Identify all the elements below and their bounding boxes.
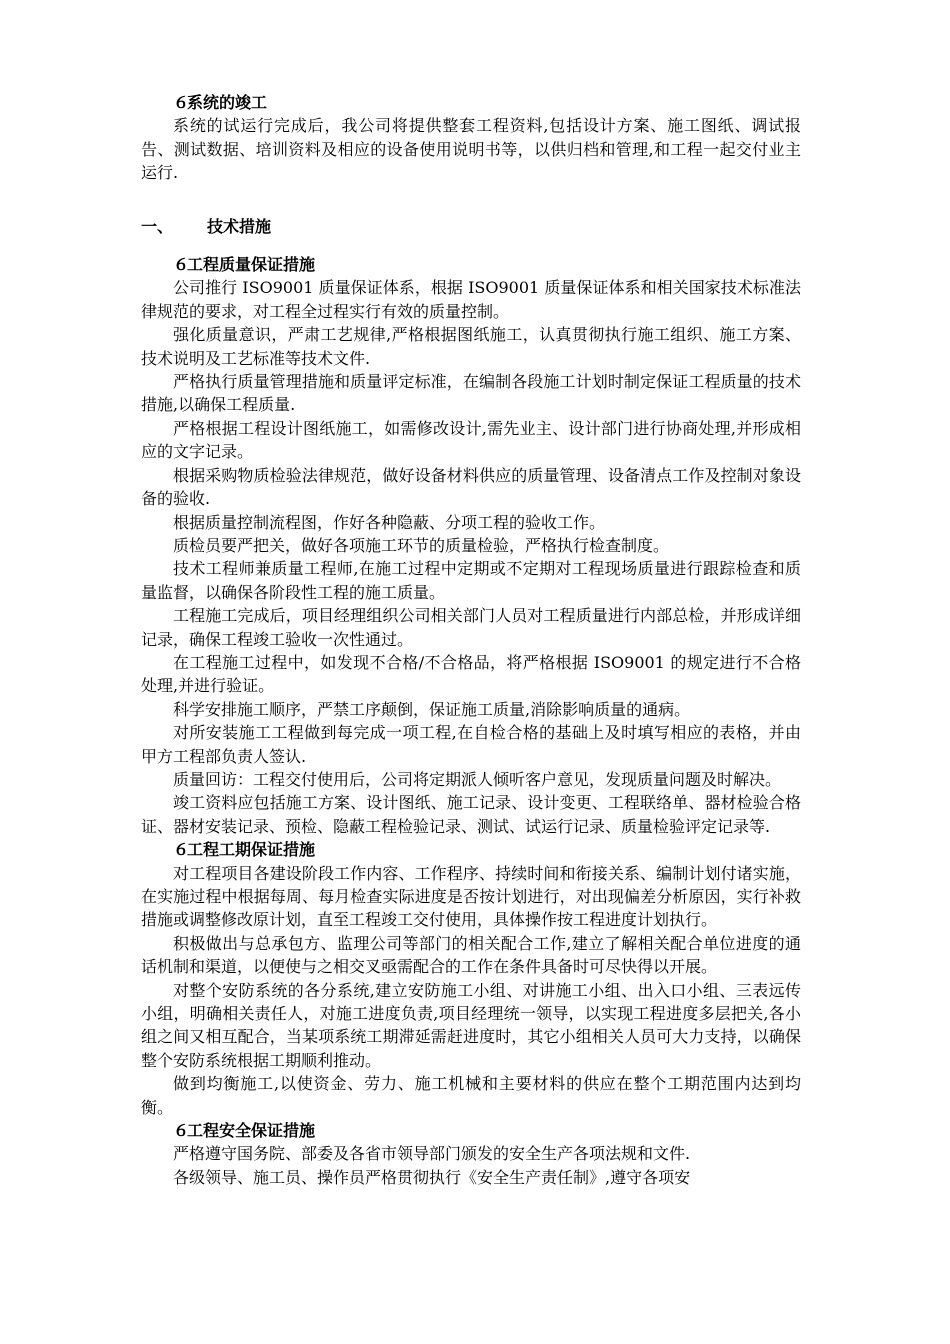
paragraph: 工程施工完成后，项目经理组织公司相关部门人员对工程质量进行内部总检，并形成详细记录，确保工程竣工验收一次性通过。 — [141, 606, 801, 649]
paragraph: 科学安排施工顺序，严禁工序颠倒，保证施工质量,消除影响质量的通病。 — [173, 699, 691, 719]
paragraph: 根据采购物质检验法律规范，做好设备材料供应的质量管理、设备清点工作及控制对象设备的验收. — [141, 465, 801, 509]
section-heading-schedule — [141, 838, 801, 861]
paragraph: 强化质量意识，严肃工艺规律,严格根据图纸施工，认真贯彻执行施工组织、施工方案、技术说明及工艺标准等技术文件. — [141, 325, 801, 368]
section-heading-safety — [141, 1119, 801, 1142]
spacer — [141, 185, 801, 215]
paragraph: 在工程施工过程中，如发现不合格/不合格品，将严格根据 ISO9001 的规定进行不合格处理,并进行验证。 — [141, 652, 801, 696]
paragraph: 公司推行 ISO9001 质量保证体系，根据 ISO9001 质量保证体系和相关国家技术标准法律规范的要求，对工程全过程实行有效的质量控制。 — [141, 278, 801, 321]
bullet-mark-icon: ６ — [173, 840, 190, 860]
section-heading-completion — [141, 91, 801, 114]
paragraph: 质量回访：工程交付使用后，公司将定期派人倾听客户意见，发现质量问题及时解决。 — [173, 769, 782, 789]
bullet-mark-icon: ６ — [173, 255, 190, 275]
chapter-heading-technical — [141, 215, 801, 238]
bullet-mark-icon: ６ — [173, 93, 190, 112]
paragraph: 做到均衡施工,以使资金、劳力、施工机械和主要材料的供应在整个工期范围内达到均衡。 — [141, 1074, 801, 1117]
section-title: 系统的竣工 — [187, 93, 268, 112]
chapter-number: 一、 — [141, 216, 174, 236]
chapter-title: 技术措施 — [207, 216, 272, 236]
bullet-mark-icon: ６ — [173, 1121, 190, 1141]
paragraph: 各级领导、施工员、操作员严格贯彻执行《安全生产责任制》,遵守各项安 — [173, 1167, 691, 1187]
paragraph: 技术工程师兼质量工程师,在施工过程中定期或不定期对工程现场质量进行跟踪检查和质量监督，以确保各阶段性工程的施工质量。 — [141, 559, 801, 602]
spacer — [141, 238, 801, 253]
section-title: 工程工期保证措施 — [187, 840, 316, 860]
paragraph: 对所安装施工工程做到每完成一项工程,在自检合格的基础上及时填写相应的表格，并由甲方工程部负责人签认. — [141, 723, 801, 766]
section-heading-quality — [141, 253, 801, 276]
paragraph: 积极做出与总承包方、监理公司等部门的相关配合工作,建立了解相关配合单位进度的通话机制和渠道，以便使与之相交叉亟需配合的工作在条件具备时可尽快得以开展。 — [141, 933, 801, 977]
paragraph: 严格根据工程设计图纸施工，如需修改设计,需先业主、设计部门进行协商处理,并形成相应的文字记录。 — [141, 418, 801, 462]
paragraph: 根据质量控制流程图，作好各种隐蔽、分项工程的验收工作。 — [173, 512, 606, 532]
paragraph: 质检员要严把关，做好各项施工环节的质量检验，严格执行检查制度。 — [173, 535, 670, 555]
paragraph: 对工程项目各建设阶段工作内容、工作程序、持续时间和衔接关系、编制计划付诸实施，在实施过程中根据每周、每月检查实际进度是否按计划进行，对出现偏差分析原因，实行补救措施或调整修改原计划，直至工程竣工交付使用，具体操作按工程进度计划执行。 — [141, 863, 801, 930]
paragraph: 系统的试运行完成后，我公司将提供整套工程资料,包括设计方案、施工图纸、调试报告、测试数据、培训资料及相应的设备使用说明书等，以供归档和管理,和工程一起交付业主运行. — [141, 116, 801, 183]
paragraph: 对整个安防系统的各分系统,建立安防施工小组、对讲施工小组、出入口小组、三表远传小组，明确相关责任人，对施工进度负责,项目经理统一领导，以实现工程进度多层把关,各小组之间又相互配合，当某项系统工期滞延需赶进度时，其它小组相关人员可大力支持，以确保整个安防系统根据工期顺利推动。 — [141, 980, 801, 1070]
section-title: 工程安全保证措施 — [187, 1121, 316, 1141]
section-title: 工程质量保证措施 — [187, 255, 316, 275]
paragraph: 竣工资料应包括施工方案、设计图纸、施工记录、设计变更、工程联络单、器材检验合格证、器材安装记录、预检、隐蔽工程检验记录、测试、试运行记录、质量检验评定记录等. — [141, 793, 801, 836]
paragraph: 严格遵守国务院、部委及各省市领导部门颁发的安全生产各项法规和文件. — [173, 1144, 691, 1164]
paragraph: 严格执行质量管理措施和质量评定标准，在编制各段施工计划时制定保证工程质量的技术措施,以确保工程质量. — [141, 372, 801, 415]
document-body — [141, 91, 801, 1189]
